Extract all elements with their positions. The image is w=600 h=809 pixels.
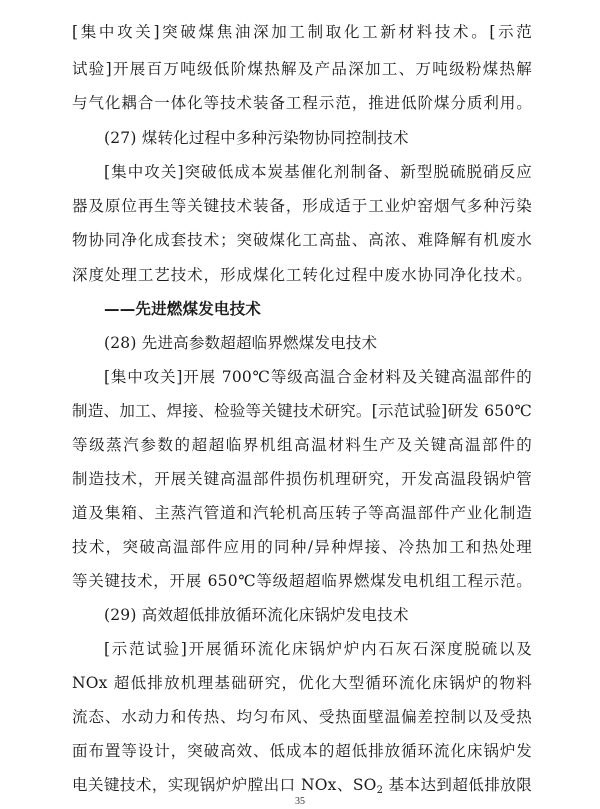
subsection-heading: (27) 煤转化过程中多种污染物协同控制技术 <box>104 129 409 147</box>
body-text-line: 等级蒸汽参数的超超临界机组高温材料生产及关键高温部件的 <box>72 436 532 454</box>
body-text-line: 器及原位再生等关键技术装备，形成适于工业炉窑烟气多种污染 <box>72 197 532 215</box>
body-text-line: [示范试验]开展循环流化床锅炉炉内石灰石深度脱硫以及 <box>104 640 532 658</box>
text-segment: 电关键技术，实现锅炉炉膛出口 NOx、SO <box>72 776 377 794</box>
body-text-line: 道及集箱、主蒸汽管道和汽轮机高压转子等高温部件产业化制造 <box>72 504 532 522</box>
body-text-line: 制造、加工、焊接、检验等关键技术研究。[示范试验]研发 650℃ <box>72 402 532 420</box>
body-text-line: 面布置等设计，突破高效、低成本的超低排放循环流化床锅炉发 <box>72 742 532 760</box>
body-text-line: [集中攻关]突破煤焦油深加工制取化工新材料技术。[示范 <box>72 23 532 41</box>
text-segment: 基本达到超低排放限 <box>383 776 532 794</box>
body-text-line: [集中攻关]突破低成本炭基催化剂制备、新型脱硫脱硝反应 <box>104 163 532 181</box>
body-text-line: 等关键技术，开展 650℃等级超超临界燃煤发电机组工程示范。 <box>72 572 532 590</box>
body-text-line: 深度处理工艺技术，形成煤化工转化过程中废水协同净化技术。 <box>72 266 532 284</box>
body-text-line: 与气化耦合一体化等技术装备工程示范，推进低阶煤分质利用。 <box>72 94 532 112</box>
subsection-heading: (29) 高效超低排放循环流化床锅炉发电技术 <box>104 606 409 624</box>
section-heading: ——先进燃煤发电技术 <box>104 300 262 318</box>
body-text-line: 试验]开展百万吨级低阶煤热解及产品深加工、万吨级粉煤热解 <box>72 60 532 78</box>
body-text-line: NOx 超低排放机理基础研究，优化大型循环流化床锅炉的物料 <box>72 674 532 692</box>
body-text-line: 物协同净化成套技术；突破煤化工高盐、高浓、难降解有机废水 <box>72 231 532 249</box>
page-number: 35 <box>295 796 305 807</box>
body-text-line <box>72 774 532 796</box>
body-text-line: 流态、水动力和传热、均匀布风、受热面壁温偏差控制以及受热 <box>72 708 532 726</box>
body-text-line: 技术，突破高温部件应用的同种/异种焊接、冷热加工和热处理 <box>72 538 532 556</box>
subsection-heading: (28) 先进高参数超超临界燃煤发电技术 <box>104 334 378 352</box>
body-text-line: 制造技术，开展关键高温部件损伤机理研究，开发高温段锅炉管 <box>72 470 532 488</box>
body-text-line: [集中攻关]开展 700℃等级高温合金材料及关键高温部件的 <box>104 368 532 386</box>
subscript: 2 <box>376 785 384 796</box>
